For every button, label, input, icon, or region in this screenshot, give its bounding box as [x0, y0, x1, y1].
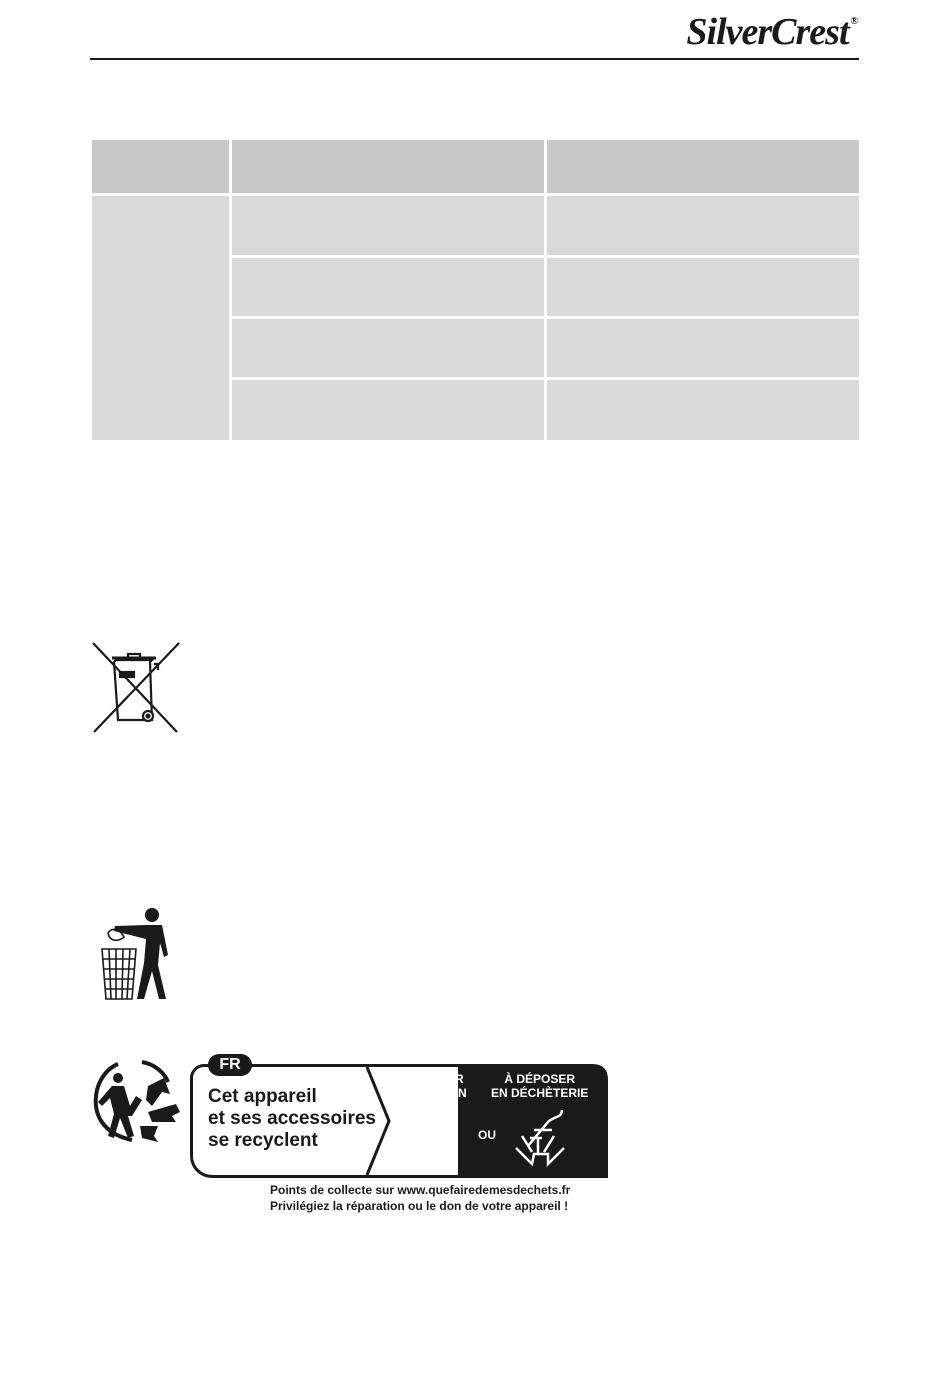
- recycling-info-panel: [190, 1058, 608, 1182]
- registered-mark: ®: [850, 16, 857, 27]
- waste-drop-icon: [508, 1106, 568, 1168]
- or-label: OU: [478, 1128, 496, 1142]
- triman-icon: [88, 1056, 184, 1144]
- country-badge: FR: [208, 1054, 252, 1076]
- tidyman-icon: [98, 905, 174, 1003]
- waste-label-line-2: EN DÉCHÈTERIE: [491, 1086, 589, 1100]
- table-cell: [547, 319, 859, 377]
- recycle-line-1: Cet appareil: [208, 1086, 317, 1107]
- table-cell: [232, 258, 544, 316]
- store-label-line-2: EN MAGASIN: [390, 1086, 467, 1100]
- table-cell: [232, 319, 544, 377]
- recycle-line-3: se recyclent: [208, 1130, 318, 1151]
- repair-advice-line: Privilégiez la réparation ou le don de votre appareil !: [270, 1199, 569, 1213]
- store-drop-label: [390, 1072, 467, 1100]
- brand-name: SilverCrest: [686, 11, 849, 53]
- table-cell: [547, 258, 859, 316]
- recycle-statement: [208, 1086, 376, 1152]
- waste-label-line-1: À DÉPOSER: [504, 1072, 576, 1086]
- header-rule: [90, 58, 859, 60]
- brand-logo: [686, 10, 857, 54]
- table-cell: [547, 380, 859, 440]
- collection-points-line: Points de collecte sur www.quefairedemesdechets.fr: [270, 1183, 571, 1197]
- table-row-group-cell: [92, 196, 229, 440]
- crossed-out-wheelie-bin-icon: [90, 640, 182, 736]
- shop-icon: [396, 1108, 460, 1170]
- table-cell: [232, 380, 544, 440]
- table-header-col-3: [547, 140, 859, 193]
- table-header-col-2: [232, 140, 544, 193]
- store-label-line-1: À DÉPOSER: [392, 1072, 464, 1086]
- table-cell: [547, 196, 859, 255]
- waste-drop-label: [491, 1072, 588, 1100]
- recycle-line-2: et ses accessoires: [208, 1108, 376, 1129]
- table-header-col-1: [92, 140, 229, 193]
- data-table: [92, 140, 859, 440]
- table-cell: [232, 196, 544, 255]
